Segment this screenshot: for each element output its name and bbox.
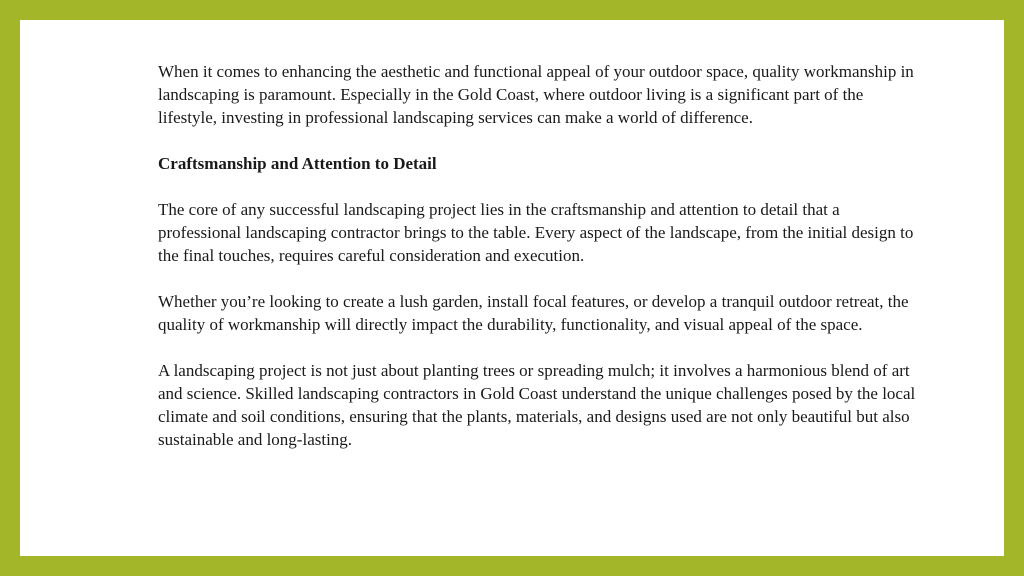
- body-paragraph-2: Whether you’re looking to create a lush garden, install focal features, or develop a tranquil outdoor retreat, the quality of workmanship will directly impact the durability, functionality, and visual appeal of the space.: [158, 292, 909, 334]
- section-heading: Craftsmanship and Attention to Detail: [158, 154, 437, 173]
- body-paragraph-1: The core of any successful landscaping project lies in the craftsmanship and attention to detail that a professional landscaping contractor brings to the table. Every aspect of the landscape, from the initial design to the final touches, requires careful consideration and execution.: [158, 200, 914, 265]
- slide-page: [20, 20, 1004, 556]
- body-paragraph-3: A landscaping project is not just about planting trees or spreading mulch; it involves a harmonious blend of art and science. Skilled landscaping contractors in Gold Coast understand the unique challenges posed by the local climate and soil conditions, ensuring that the plants, materials, and designs used are not only beautiful but also sustainable and long-lasting.: [158, 361, 916, 449]
- document-body: [158, 60, 918, 474]
- intro-paragraph: When it comes to enhancing the aesthetic and functional appeal of your outdoor space, quality workmanship in landscaping is paramount. Especially in the Gold Coast, where outdoor living is a significant part of the lifestyle, investing in professional landscaping services can make a world of difference.: [158, 62, 914, 127]
